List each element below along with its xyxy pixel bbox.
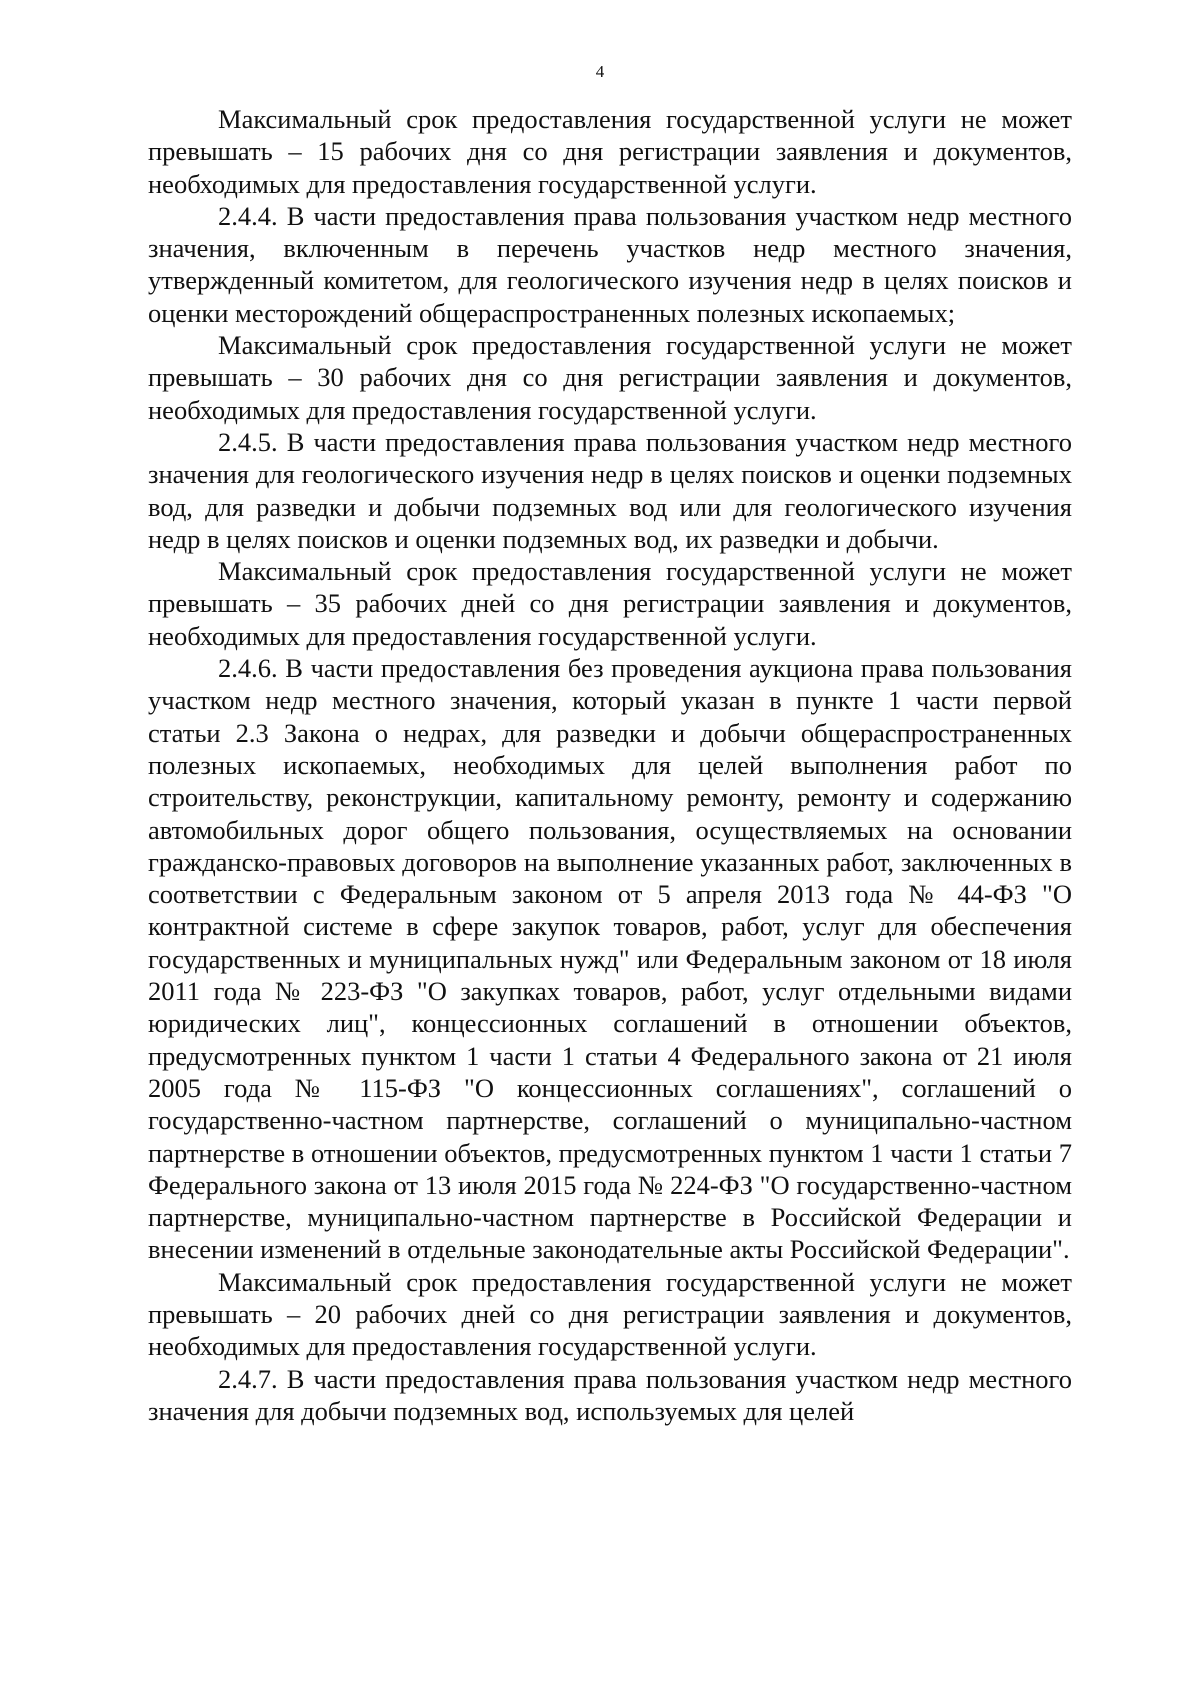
paragraph-max-term-15-days: Максимальный срок предоставления государственной услуги не может превышать – 15 рабочих дня со дня регистрации заявления и документов, необходимых для предоставления государственной услуги. (148, 104, 1072, 199)
paragraph-max-term-35-days: Максимальный срок предоставления государственной услуги не может превышать – 35 рабочих дней со дня регистрации заявления и документов, необходимых для предоставления государственной услуги. (148, 556, 1072, 651)
paragraph-2-4-5: 2.4.5. В части предоставления права пользования участком недр местного значения для геологического изучения недр в целях поисков и оценки подземных вод, для разведки и добычи подземных вод или для геологического изучения недр в целях поисков и оценки подземных вод, их разведки и добычи. (148, 426, 1072, 554)
document-body (148, 103, 1072, 1427)
page-number: 4 (595, 62, 605, 81)
paragraph-max-term-30-days: Максимальный срок предоставления государственной услуги не может превышать – 30 рабочих дня со дня регистрации заявления и документов, необходимых для предоставления государственной услуги. (148, 330, 1072, 425)
paragraph-2-4-7: 2.4.7. В части предоставления права пользования участком недр местного значения для добычи подземных вод, используемых для целей (148, 1363, 1072, 1426)
paragraph-max-term-20-days: Максимальный срок предоставления государственной услуги не может превышать – 20 рабочих дней со дня регистрации заявления и документов, необходимых для предоставления государственной услуги. (148, 1266, 1072, 1362)
paragraph-2-4-6: 2.4.6. В части предоставления без проведения аукциона права пользования участком недр местного значения, который указан в пункте 1 части первой статьи 2.3 Закона о недрах, для разведки и добычи общераспространенных полезных ископаемых, необходимых для целей выполнения работ по строительству, реконструкции, капитальному ремонту, ремонту и содержанию автомобильных дорог общего пользования, осуществляемых на основании гражданско-правовых договоров на выполнение указанных работ, заключенных в соответствии с Федеральным законом от 5 апреля 2013 года № 44-ФЗ "О контрактной системе в сфере закупок товаров, работ, услуг для обеспечения государственных и муниципальных нужд" или Федеральным законом от 18 июля 2011 года № 223-ФЗ "О закупках товаров, работ, услуг отдельными видами юридических лиц", концессионных соглашений в отношении объектов, предусмотренных пунктом 1 части 1 статьи 4 Федерального закона от 21 июля 2005 года № 115-ФЗ "О концессионных соглашениях", соглашений о государственно-частном партнерстве, соглашений о муниципально-частном партнерстве в отношении объектов, предусмотренных пунктом 1 части 1 статьи 7 Федерального закона от 13 июля 2015 года № 224-ФЗ "О государственно-частном партнерстве, муниципально-частном партнерстве в Российской Федерации и внесении изменений в отдельные законодательные акты Российской Федерации". (148, 653, 1072, 1265)
paragraph-2-4-4: 2.4.4. В части предоставления права пользования участком недр местного значения, включенным в перечень участков недр местного значения, утвержденный комитетом, для геологического изучения недр в целях поисков и оценки месторождений общераспространенных полезных ископаемых; (148, 200, 1072, 328)
